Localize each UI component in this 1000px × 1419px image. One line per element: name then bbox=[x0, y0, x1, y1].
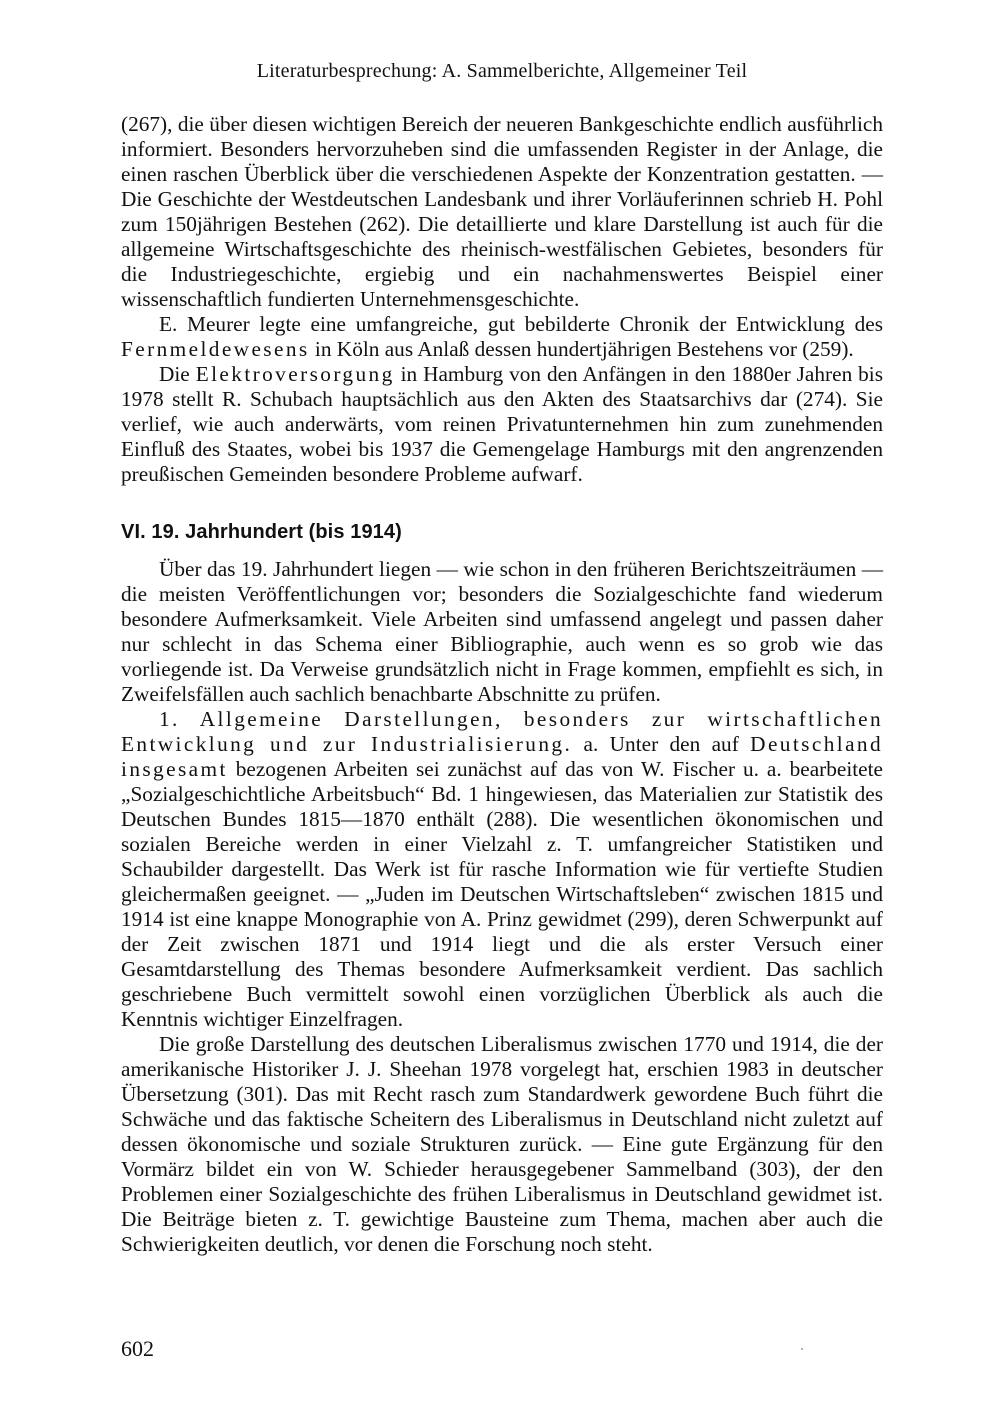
section-heading: VI. 19. Jahrhundert (bis 1914) bbox=[121, 521, 402, 543]
text-run: bezogenen Arbeiten sei zunächst auf das von W. Fischer u. a. bearbeitete „Sozialgeschichtliche Arbeitsbuch“ Bd. 1 hingewiesen, das Materialien zur Statistik des Deutschen Bundes 1815—1870 enthält (288). Die wesentlichen ökonomischen und sozialen Bereiche werden in einer Vielzahl z. T. umfangreicher Statistiken und Schaubilder dargestellt. Das Werk ist für rasche Information wie für vertiefte Studien gleichermaßen geeignet. — „Juden im Deutschen Wirtschaftsleben“ zwischen 1815 und 1914 ist eine knappe Monographie von A. Prinz gewidmet (299), deren Schwerpunkt auf der Zeit zwischen 1871 und 1914 liegt und die als erster Versuch einer Gesamtdarstellung des Themas besondere Aufmerksamkeit verdient. Das sachlich geschriebene Buch vermittelt sowohl einen vorzüglichen Überblick als auch die Kenntnis wichtiger Einzelfragen. bbox=[121, 757, 883, 1031]
running-head: Literaturbesprechung: A. Sammelberichte, Allgemeiner Teil bbox=[256, 60, 748, 82]
page-number: 602 bbox=[121, 1336, 154, 1361]
spaced-term: Deutschland insgesamt bbox=[121, 732, 884, 781]
text-run: Die bbox=[159, 362, 190, 386]
paragraph-overview: Über das 19. Jahrhundert liegen — wie schon in den früheren Berichtszeiträumen — die meisten Veröffentlichungen vor; besonders die Sozialgeschichte fand wiederum besondere Aufmerksamkeit. Viele Arbeiten sind umfassend angelegt und passen daher nur schlecht in das Schema einer Bibliographie, auch wenn es so grob wie das vorliegende ist. Da Verweise grundsätzlich nicht in Frage kommen, empfiehlt es sich, in Zweifelsfällen auch sachlich benachbarte Abschnitte zu prüfen. bbox=[121, 557, 883, 706]
body-text bbox=[121, 112, 883, 1257]
text-run: in Köln aus Anlaß dessen hundertjährigen Bestehens vor (259). bbox=[314, 337, 854, 361]
text-run: in Hamburg von den Anfängen in den 1880er Jahren bis 1978 stellt R. Schubach hauptsächlich aus den Akten des Staatsarchivs dar (274). Sie verlief, wie auch anderwärts, vom reinen Privatunternehmen hin zum zunehmenden Einfluß des Staates, wobei bis 1937 die Gemengelage Hamburgs mit den angrenzenden preußischen Gemeinden besondere Probleme aufwarf. bbox=[121, 362, 884, 486]
paragraph-elektroversorgung bbox=[121, 362, 883, 487]
spaced-subheading: 1. Allgemeine Darstellungen, besonders zur wirtschaftlichen Entwicklung und zur Industrialisierung. bbox=[121, 707, 883, 756]
document-page bbox=[121, 0, 883, 1419]
paragraph-general-accounts bbox=[121, 707, 883, 1032]
paragraph-bank-history: (267), die über diesen wichtigen Bereich der neueren Bankgeschichte endlich ausführlich informiert. Besonders hervorzuheben sind die umfassenden Register in der Anlage, die einen raschen Überblick über die verschiedenen Aspekte der Konzentration gestatten. — Die Geschichte der Westdeutschen Landesbank und ihrer Vorläuferinnen schrieb H. Pohl zum 150jährigen Bestehen (262). Die detaillierte und klare Darstellung ist auch für die allgemeine Wirtschaftsgeschichte des rheinisch-westfälischen Gebietes, besonders für die Industriegeschichte, ergiebig und ein nachahmenswertes Beispiel einer wissenschaftlich fundierten Unternehmensgeschichte. bbox=[121, 112, 883, 311]
text-run: E. Meurer legte eine umfangreiche, gut bebilderte Chronik der Entwicklung des bbox=[159, 312, 883, 336]
spaced-term: Fernmeldewesens bbox=[121, 337, 310, 361]
text-run: a. Unter den auf bbox=[583, 732, 739, 756]
spaced-term: Elektroversorgung bbox=[195, 362, 395, 386]
scan-speck bbox=[801, 1348, 803, 1350]
paragraph-liberalism: Die große Darstellung des deutschen Liberalismus zwischen 1770 und 1914, die der amerikanische Historiker J. J. Sheehan 1978 vorgelegt hat, erschien 1983 in deutscher Übersetzung (301). Das mit Recht rasch zum Standardwerk gewordene Buch führt die Schwäche und das faktische Scheitern des Liberalismus in Deutschland nicht zuletzt auf dessen ökonomische und soziale Strukturen zurück. — Eine gute Ergänzung für den Vormärz bildet ein von W. Schieder herausgegebener Sammelband (303), der den Problemen einer Sozialgeschichte des frühen Liberalismus in Deutschland gewidmet ist. Die Beiträge bieten z. T. gewichtige Bausteine zum Thema, machen aber auch die Schwierigkeiten deutlich, vor denen die Forschung noch steht. bbox=[121, 1032, 883, 1256]
paragraph-fernmeldewesen bbox=[121, 312, 883, 362]
